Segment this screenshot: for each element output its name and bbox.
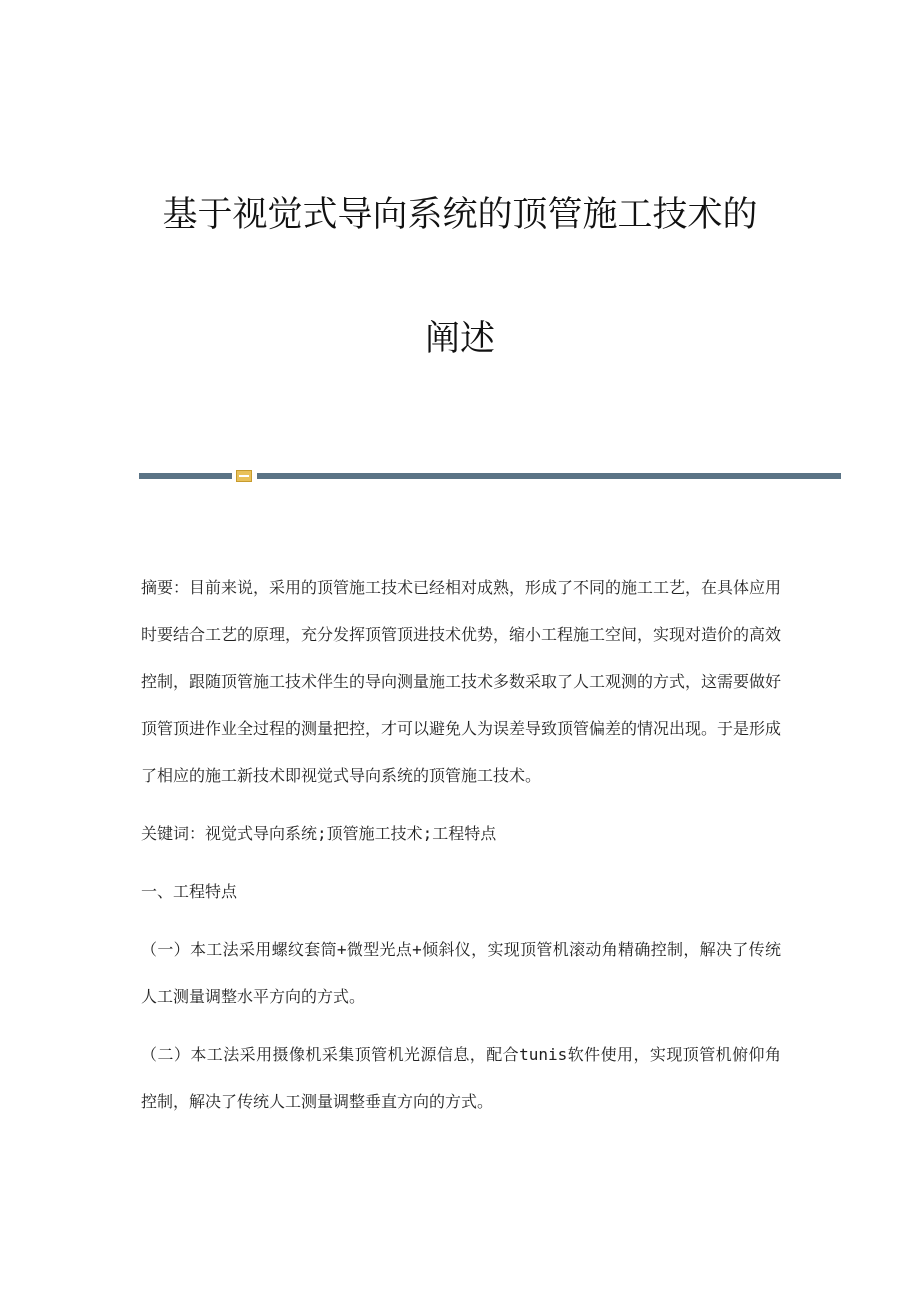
divider-emblem-icon (236, 470, 252, 482)
document-title (0, 182, 920, 372)
divider-bar-right (257, 473, 841, 479)
title-line-1: 基于视觉式导向系统的顶管施工技术的 (162, 195, 758, 235)
section-heading: 一、工程特点 (141, 882, 238, 901)
abstract-paragraph: 摘要：目前来说，采用的顶管施工技术已经相对成熟，形成了不同的施工工艺，在具体应用时要结合工艺的原理，充分发挥顶管顶进技术优势，缩小工程施工空间，实现对造价的高效控制，跟随顶管施工技术伴生的导向测量施工技术多数采取了人工观测的方式，这需要做好顶管顶进作业全过程的测量把控，才可以避免人为误差导致顶管偏差的情况出现。于是形成了相应的施工新技术即视觉式导向系统的顶管施工技术。 (141, 578, 782, 785)
title-line-2: 阐述 (424, 319, 495, 359)
feature-item-1: （一）本工法采用螺纹套筒+微型光点+倾斜仪，实现顶管机滚动角精确控制，解决了传统人工测量调整水平方向的方式。 (141, 940, 781, 1006)
divider-bar-left (139, 473, 232, 479)
feature-item-2: （二）本工法采用摄像机采集顶管机光源信息，配合tunis软件使用，实现顶管机俯仰角控制，解决了传统人工测量调整垂直方向的方式。 (141, 1045, 781, 1111)
document-body (141, 564, 781, 1125)
keywords-paragraph: 关键词：视觉式导向系统;顶管施工技术;工程特点 (141, 824, 497, 843)
title-divider (139, 470, 841, 482)
